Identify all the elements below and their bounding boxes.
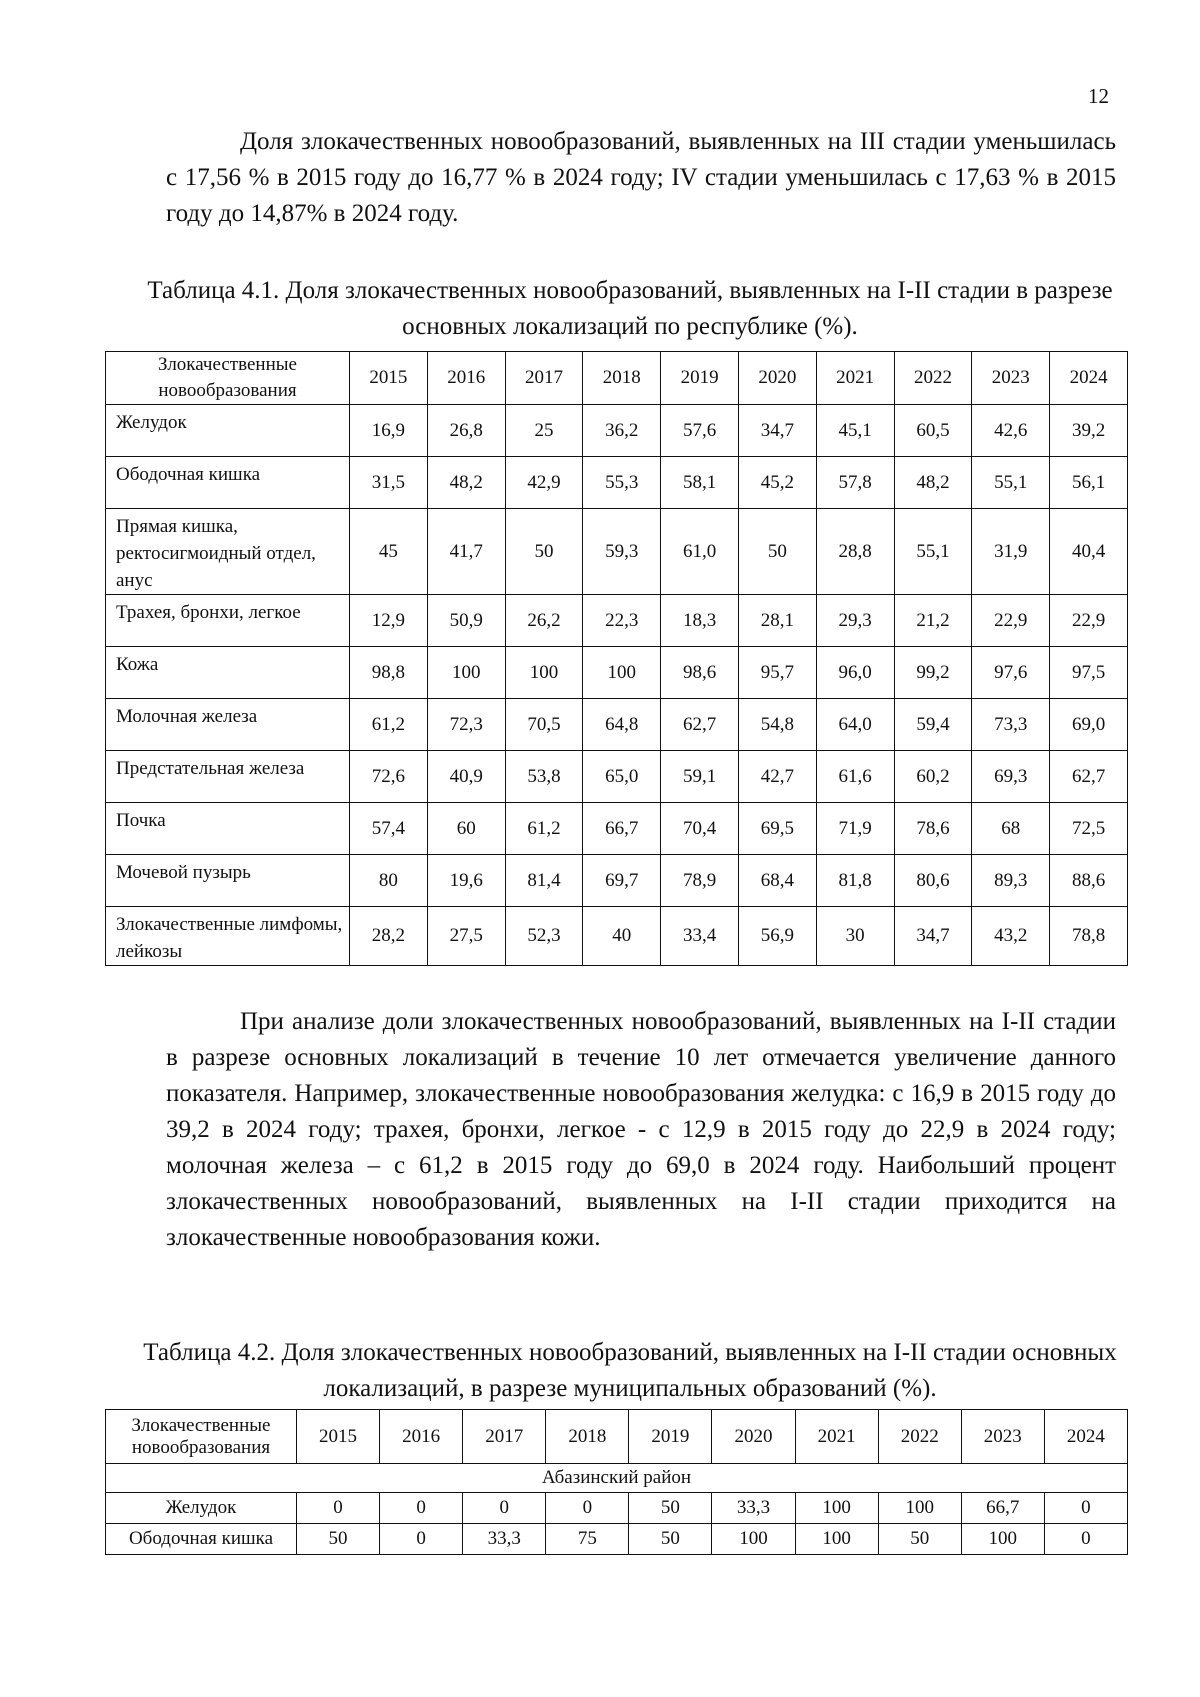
value-cell: 31,9: [972, 509, 1050, 595]
header-cell: 2019: [661, 352, 739, 405]
value-cell: 50,9: [427, 595, 505, 647]
value-cell: 95,7: [738, 647, 816, 699]
value-cell: 72,6: [350, 751, 428, 803]
value-cell: 28,1: [738, 595, 816, 647]
value-cell: 55,1: [972, 457, 1050, 509]
value-cell: 65,0: [583, 751, 661, 803]
header-cell: 2023: [972, 352, 1050, 405]
value-cell: 19,6: [427, 855, 505, 907]
value-cell: 30: [816, 907, 894, 966]
value-cell: 16,9: [350, 405, 428, 457]
value-cell: 0: [463, 1493, 546, 1524]
table-4-2: [105, 1409, 1128, 1555]
value-cell: 33,3: [712, 1493, 795, 1524]
header-cell: 2021: [816, 352, 894, 405]
header-cell: 2017: [505, 352, 583, 405]
paragraph-stage-3-4: Доля злокачественных новообразований, выявленных на III стадии уменьшилась с 17,56 % в 2015 году до 16,77 % в 2024 году; IV стадии уменьшилась с 17,63 % в 2015 году до 14,87% в 2024 году.: [166, 128, 1116, 227]
header-cell: Злокачественные новообразования: [106, 1410, 297, 1464]
value-cell: 40,9: [427, 751, 505, 803]
table-4-1-caption: Таблица 4.1. Доля злокачественных новообразований, выявленных на I-II стадии в разрезе основных локализаций по республике (%).: [147, 277, 1113, 340]
value-cell: 80: [350, 855, 428, 907]
value-cell: 34,7: [894, 907, 972, 966]
value-cell: 53,8: [505, 751, 583, 803]
value-cell: 56,1: [1050, 457, 1128, 509]
value-cell: 69,5: [738, 803, 816, 855]
value-cell: 97,6: [972, 647, 1050, 699]
header-cell: 2015: [297, 1410, 380, 1464]
table-4-2-caption: Таблица 4.2. Доля злокачественных новообразований, выявленных на I-II стадии основных локализаций, в разрезе муниципальных образований (%).: [143, 1339, 1117, 1402]
value-cell: 27,5: [427, 907, 505, 966]
value-cell: 98,8: [350, 647, 428, 699]
value-cell: 60,2: [894, 751, 972, 803]
value-cell: 31,5: [350, 457, 428, 509]
table-row: [106, 1493, 1128, 1524]
row-label: Трахея, бронхи, легкое: [106, 595, 350, 647]
row-label: Почка: [106, 803, 350, 855]
value-cell: 58,1: [661, 457, 739, 509]
header-cell: 2024: [1050, 352, 1128, 405]
table-row: [106, 907, 1128, 966]
table-row: [106, 803, 1128, 855]
table-row: [106, 405, 1128, 457]
value-cell: 39,2: [1050, 405, 1128, 457]
value-cell: 78,9: [661, 855, 739, 907]
header-cell: 2017: [463, 1410, 546, 1464]
header-cell: 2016: [427, 352, 505, 405]
district-name: Абазинский район: [106, 1464, 1128, 1493]
row-label: Ободочная кишка: [106, 1524, 297, 1555]
value-cell: 96,0: [816, 647, 894, 699]
value-cell: 50: [629, 1524, 712, 1555]
header-cell: 2021: [795, 1410, 878, 1464]
row-label: Предстательная железа: [106, 751, 350, 803]
table-row: [106, 647, 1128, 699]
value-cell: 22,3: [583, 595, 661, 647]
value-cell: 26,8: [427, 405, 505, 457]
row-label: Кожа: [106, 647, 350, 699]
value-cell: 56,9: [738, 907, 816, 966]
value-cell: 48,2: [427, 457, 505, 509]
table-row: [106, 751, 1128, 803]
value-cell: 68,4: [738, 855, 816, 907]
value-cell: 81,4: [505, 855, 583, 907]
value-cell: 100: [505, 647, 583, 699]
row-label: Злокачественные лимфомы, лейкозы: [106, 907, 350, 966]
header-cell: 2022: [878, 1410, 961, 1464]
value-cell: 40,4: [1050, 509, 1128, 595]
value-cell: 22,9: [1050, 595, 1128, 647]
value-cell: 59,4: [894, 699, 972, 751]
value-cell: 66,7: [961, 1493, 1044, 1524]
row-label: Мочевой пузырь: [106, 855, 350, 907]
value-cell: 50: [878, 1524, 961, 1555]
value-cell: 34,7: [738, 405, 816, 457]
value-cell: 45,2: [738, 457, 816, 509]
value-cell: 0: [1044, 1524, 1127, 1555]
header-cell: 2015: [350, 352, 428, 405]
value-cell: 70,5: [505, 699, 583, 751]
value-cell: 36,2: [583, 405, 661, 457]
value-cell: 89,3: [972, 855, 1050, 907]
value-cell: 0: [297, 1493, 380, 1524]
header-cell: 2016: [380, 1410, 463, 1464]
value-cell: 61,2: [505, 803, 583, 855]
value-cell: 21,2: [894, 595, 972, 647]
value-cell: 64,8: [583, 699, 661, 751]
header-cell: 2024: [1044, 1410, 1127, 1464]
header-cell: Злокачественные новообразования: [106, 352, 350, 405]
value-cell: 22,9: [972, 595, 1050, 647]
value-cell: 55,1: [894, 509, 972, 595]
value-cell: 28,8: [816, 509, 894, 595]
value-cell: 61,0: [661, 509, 739, 595]
value-cell: 100: [878, 1493, 961, 1524]
value-cell: 78,6: [894, 803, 972, 855]
value-cell: 97,5: [1050, 647, 1128, 699]
value-cell: 68: [972, 803, 1050, 855]
value-cell: 100: [712, 1524, 795, 1555]
table-header-row: [106, 352, 1128, 405]
value-cell: 75: [546, 1524, 629, 1555]
value-cell: 40: [583, 907, 661, 966]
value-cell: 69,0: [1050, 699, 1128, 751]
value-cell: 57,8: [816, 457, 894, 509]
value-cell: 98,6: [661, 647, 739, 699]
header-cell: 2020: [712, 1410, 795, 1464]
value-cell: 88,6: [1050, 855, 1128, 907]
value-cell: 12,9: [350, 595, 428, 647]
value-cell: 0: [546, 1493, 629, 1524]
value-cell: 52,3: [505, 907, 583, 966]
value-cell: 0: [1044, 1493, 1127, 1524]
table-row: [106, 509, 1128, 595]
table-row: [106, 855, 1128, 907]
value-cell: 43,2: [972, 907, 1050, 966]
value-cell: 45,1: [816, 405, 894, 457]
paragraph-analysis: При анализе доли злокачественных новообразований, выявленных на I-II стадии в разрезе основных локализаций в течение 10 лет отмечается увеличение данного показателя. Например, злокачественные новообразования желудка: с 16,9 в 2015 году до 39,2 в 2024 году; трахея, бронхи, легкое - с 12,9 в 2015 году до 22,9 в 2024 году; молочная железа – с 61,2 в 2015 году до 69,0 в 2024 году. Наибольший процент злокачественных новообразований, выявленных на I-II стадии приходится на злокачественные новообразования кожи.: [166, 1008, 1116, 1251]
header-cell: 2022: [894, 352, 972, 405]
value-cell: 71,9: [816, 803, 894, 855]
value-cell: 41,7: [427, 509, 505, 595]
value-cell: 72,3: [427, 699, 505, 751]
value-cell: 42,9: [505, 457, 583, 509]
header-cell: 2020: [738, 352, 816, 405]
row-label: Прямая кишка, ректосигмоидный отдел, анус: [106, 509, 350, 595]
value-cell: 64,0: [816, 699, 894, 751]
value-cell: 33,3: [463, 1524, 546, 1555]
value-cell: 73,3: [972, 699, 1050, 751]
table-4-1: [105, 351, 1128, 966]
value-cell: 62,7: [661, 699, 739, 751]
value-cell: 28,2: [350, 907, 428, 966]
value-cell: 33,4: [661, 907, 739, 966]
value-cell: 29,3: [816, 595, 894, 647]
district-row: [106, 1464, 1128, 1493]
row-label: Желудок: [106, 405, 350, 457]
value-cell: 60: [427, 803, 505, 855]
value-cell: 18,3: [661, 595, 739, 647]
value-cell: 100: [795, 1524, 878, 1555]
value-cell: 100: [795, 1493, 878, 1524]
value-cell: 54,8: [738, 699, 816, 751]
value-cell: 42,7: [738, 751, 816, 803]
value-cell: 26,2: [505, 595, 583, 647]
value-cell: 61,2: [350, 699, 428, 751]
row-label: Желудок: [106, 1493, 297, 1524]
page-number: 12: [1088, 84, 1109, 108]
value-cell: 25: [505, 405, 583, 457]
value-cell: 0: [380, 1524, 463, 1555]
table-row: [106, 595, 1128, 647]
value-cell: 57,6: [661, 405, 739, 457]
table-row: [106, 457, 1128, 509]
value-cell: 55,3: [583, 457, 661, 509]
value-cell: 80,6: [894, 855, 972, 907]
value-cell: 66,7: [583, 803, 661, 855]
value-cell: 50: [297, 1524, 380, 1555]
value-cell: 50: [738, 509, 816, 595]
table-header-row: [106, 1410, 1128, 1464]
value-cell: 62,7: [1050, 751, 1128, 803]
value-cell: 100: [427, 647, 505, 699]
value-cell: 70,4: [661, 803, 739, 855]
value-cell: 72,5: [1050, 803, 1128, 855]
value-cell: 61,6: [816, 751, 894, 803]
header-cell: 2019: [629, 1410, 712, 1464]
value-cell: 0: [380, 1493, 463, 1524]
table-row: [106, 1524, 1128, 1555]
value-cell: 50: [629, 1493, 712, 1524]
value-cell: 59,3: [583, 509, 661, 595]
value-cell: 78,8: [1050, 907, 1128, 966]
value-cell: 60,5: [894, 405, 972, 457]
value-cell: 69,3: [972, 751, 1050, 803]
value-cell: 57,4: [350, 803, 428, 855]
value-cell: 50: [505, 509, 583, 595]
value-cell: 100: [961, 1524, 1044, 1555]
value-cell: 81,8: [816, 855, 894, 907]
value-cell: 45: [350, 509, 428, 595]
row-label: Молочная железа: [106, 699, 350, 751]
header-cell: 2023: [961, 1410, 1044, 1464]
value-cell: 42,6: [972, 405, 1050, 457]
value-cell: 100: [583, 647, 661, 699]
header-cell: 2018: [546, 1410, 629, 1464]
value-cell: 59,1: [661, 751, 739, 803]
value-cell: 99,2: [894, 647, 972, 699]
value-cell: 48,2: [894, 457, 972, 509]
header-cell: 2018: [583, 352, 661, 405]
table-row: [106, 699, 1128, 751]
value-cell: 69,7: [583, 855, 661, 907]
row-label: Ободочная кишка: [106, 457, 350, 509]
